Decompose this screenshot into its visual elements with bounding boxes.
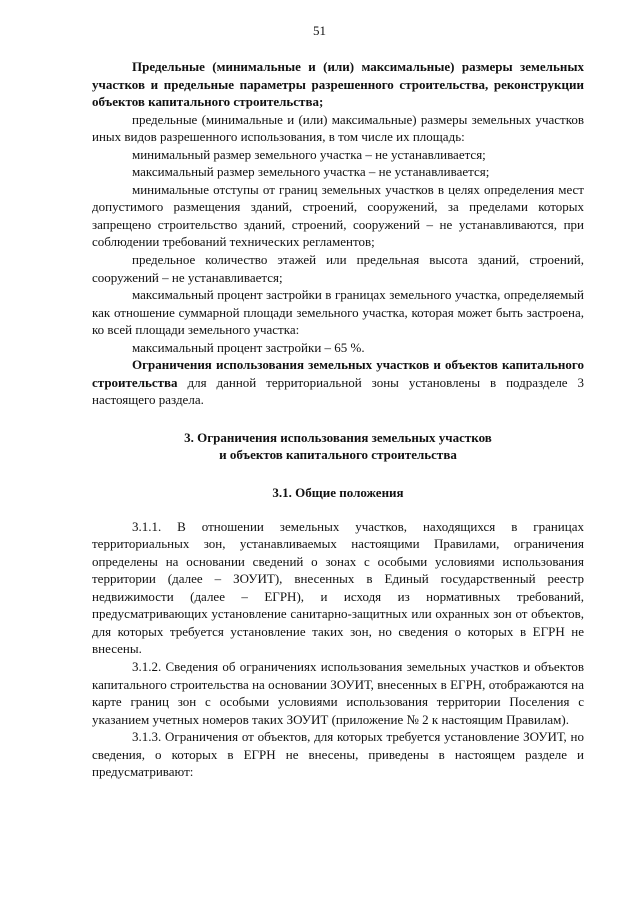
paragraph-restrictions-reference [92, 356, 584, 409]
paragraph: минимальные отступы от границ земельных участков в целях определения мест допустимого размещения зданий, строений, сооружений, за пределами которых запрещено строительство зданий, строений, сооружений – не устанавливаются, при соблюдении требований технических регламентов; [92, 181, 584, 250]
section-heading [92, 429, 584, 464]
paragraph-3-1-2: 3.1.2. Сведения об ограничениях использования земельных участков и объектов капитального строительства на основании ЗОУИТ, внесенных в ЕГРН, отображаются на карте границ зон с особыми условиями использования территории Поселения с указанием учетных номеров таких ЗОУИТ (приложение № 2 к настоящим Правилам). [92, 658, 584, 727]
restrictions-bold-text: Ограничения использования земельных участков и объектов капитального строительства [92, 357, 584, 390]
paragraph-3-1-1: 3.1.1. В отношении земельных участков, находящихся в границах территориальных зон, устанавливаемых настоящими Правилами, ограничения определены на основании сведений о зонах с особыми условиями использования территории (далее – ЗОУИТ), внесенных в Единый государственный реестр недвижимости (далее – ЕГРН), и исходя из нормативных требований, предусматривающих установление санитарно-защитных или охранных зон от объектов, для которых требуется установление таких зон, но сведения о которых в ЕГРН не внесены. [92, 518, 584, 657]
paragraph: предельное количество этажей или предельная высота зданий, строений, сооружений – не устанавливается; [92, 252, 584, 285]
paragraph: максимальный процент застройки – 65 %. [132, 339, 365, 355]
section-heading-line-2: и объектов капитального строительства [219, 447, 457, 463]
paragraph-limits-heading: Предельные (минимальные и (или) максимальные) размеры земельных участков и предельные параметры разрешенного строительства, реконструкции объектов капитального строительства; [92, 59, 584, 110]
paragraph: предельные (минимальные и (или) максимальные) размеры земельных участков иных видов разрешенного использования, в том числе их площадь: [92, 111, 584, 145]
paragraph: максимальный процент застройки в границах земельного участка, определяемый как отношение суммарной площади земельного участка, которая может быть застроена, ко всей площади земельного участка: [92, 287, 584, 338]
paragraph-3-1-3: 3.1.3. Ограничения от объектов, для которых требуется установление ЗОУИТ, но сведения, о которых в ЕГРН не внесены, приведены в настоящем разделе и предусматривают: [92, 729, 584, 780]
paragraph: минимальный размер земельного участка – не устанавливается; [132, 146, 486, 162]
document-body [92, 58, 584, 781]
restrictions-rest-text: для данной территориальной зоны установлены в подразделе 3 настоящего раздела. [92, 374, 584, 408]
page-number: 51 [313, 23, 326, 38]
subsection-heading: 3.1. Общие положения [272, 485, 404, 501]
section-heading-line-1: 3. Ограничения использования земельных участков [184, 429, 492, 445]
paragraph: максимальный размер земельного участка – не устанавливается; [132, 164, 490, 180]
